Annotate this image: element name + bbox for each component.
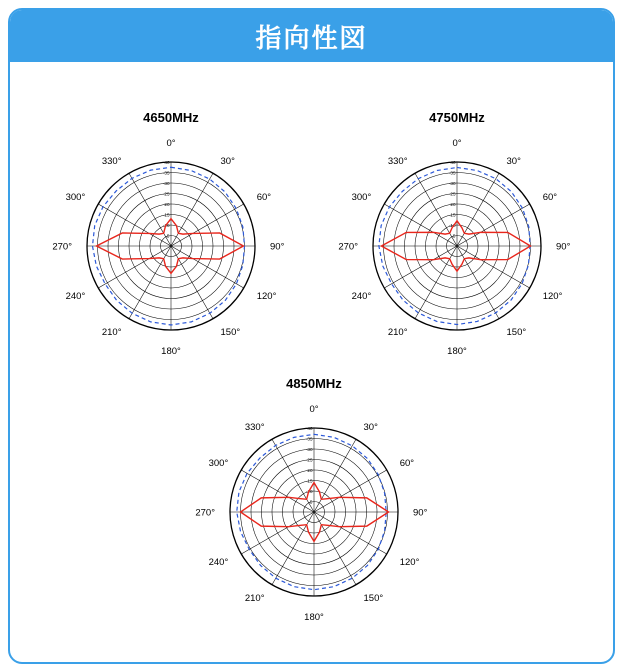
angle-tick-label: 90° — [556, 241, 571, 253]
radial-tick-label: -30 — [305, 447, 313, 453]
angle-tick-label: 150° — [363, 593, 384, 605]
radial-tick-label: -30 — [162, 181, 170, 187]
radial-tick-label: -5 — [451, 233, 456, 239]
radial-tick-label: -15 — [448, 212, 456, 218]
card-title-bar — [10, 10, 613, 62]
angle-tick-label: 30° — [506, 155, 521, 167]
radial-tick-label: -20 — [448, 202, 456, 208]
plot-title-2: 4850MHz — [286, 376, 342, 391]
angle-tick-label: 240° — [208, 557, 229, 568]
radial-tick-label: -20 — [162, 202, 170, 208]
angle-tick-label: 120° — [542, 291, 563, 302]
angle-tick-label: 240° — [65, 291, 86, 302]
angle-tick-label: 30° — [220, 155, 235, 167]
radial-tick-label: -25 — [162, 191, 170, 197]
radial-tick-label: -40 — [305, 426, 313, 432]
angle-tick-label: 300° — [208, 458, 229, 469]
radial-tick-label: -35 — [448, 170, 456, 176]
polar-axes-1 — [322, 124, 592, 374]
radial-tick-label: -25 — [448, 191, 456, 197]
angle-tick-label: 90° — [270, 241, 285, 253]
polar-plot-4750mhz — [322, 110, 592, 378]
angle-tick-label: 150° — [506, 327, 527, 339]
angle-tick-label: 270° — [195, 507, 215, 519]
angle-tick-label: 180° — [447, 346, 467, 357]
angle-tick-label: 210° — [101, 327, 122, 339]
polar-axes-2 — [179, 390, 449, 640]
polar-plot-4850mhz — [179, 376, 449, 644]
angle-tick-label: 240° — [351, 291, 372, 302]
plot-title-1: 4750MHz — [429, 110, 485, 125]
angle-tick-label: 210° — [387, 327, 408, 339]
angle-tick-label: 330° — [387, 155, 408, 167]
radial-tick-label: -20 — [305, 468, 313, 474]
angle-tick-label: 120° — [399, 557, 420, 568]
angle-tick-label: 180° — [304, 612, 324, 623]
angle-tick-label: 180° — [161, 346, 181, 357]
angle-tick-label: 90° — [413, 507, 428, 519]
angle-tick-label: 0° — [309, 404, 319, 415]
plot-title-0: 4650MHz — [143, 110, 199, 125]
radial-tick-label: -10 — [162, 223, 170, 229]
angle-tick-label: 30° — [363, 421, 378, 433]
radial-tick-label: -25 — [305, 457, 313, 463]
angle-tick-label: 300° — [65, 192, 86, 203]
angle-tick-label: 0° — [166, 138, 176, 149]
angle-tick-label: 330° — [244, 421, 265, 433]
angle-tick-label: 60° — [542, 192, 558, 203]
radial-tick-label: -15 — [162, 212, 170, 218]
angle-tick-label: 210° — [244, 593, 265, 605]
radial-tick-label: -5 — [308, 499, 313, 505]
angle-tick-label: 330° — [101, 155, 122, 167]
radial-tick-label: -30 — [448, 181, 456, 187]
polar-axes-0 — [36, 124, 306, 374]
radial-tick-label: -15 — [305, 478, 313, 484]
radial-tick-label: -10 — [448, 223, 456, 229]
radial-tick-label: -40 — [448, 160, 456, 166]
polar-plot-grid — [10, 62, 613, 664]
angle-tick-label: 60° — [256, 192, 272, 203]
polar-plot-4650mhz — [36, 110, 306, 378]
angle-tick-label: 0° — [452, 138, 462, 149]
page-title: 指向性図 — [255, 22, 368, 53]
radial-tick-label: -40 — [162, 160, 170, 166]
angle-tick-label: 120° — [256, 291, 277, 302]
radial-tick-label: -5 — [165, 233, 170, 239]
angle-tick-label: 60° — [399, 458, 415, 469]
angle-tick-label: 300° — [351, 192, 372, 203]
angle-tick-label: 150° — [220, 327, 241, 339]
angle-tick-label: 270° — [52, 241, 72, 253]
angle-tick-label: 270° — [338, 241, 358, 253]
radial-tick-label: -10 — [305, 489, 313, 495]
radial-tick-label: -35 — [162, 170, 170, 176]
radial-tick-label: -35 — [305, 436, 313, 442]
directivity-chart-card — [8, 8, 615, 664]
